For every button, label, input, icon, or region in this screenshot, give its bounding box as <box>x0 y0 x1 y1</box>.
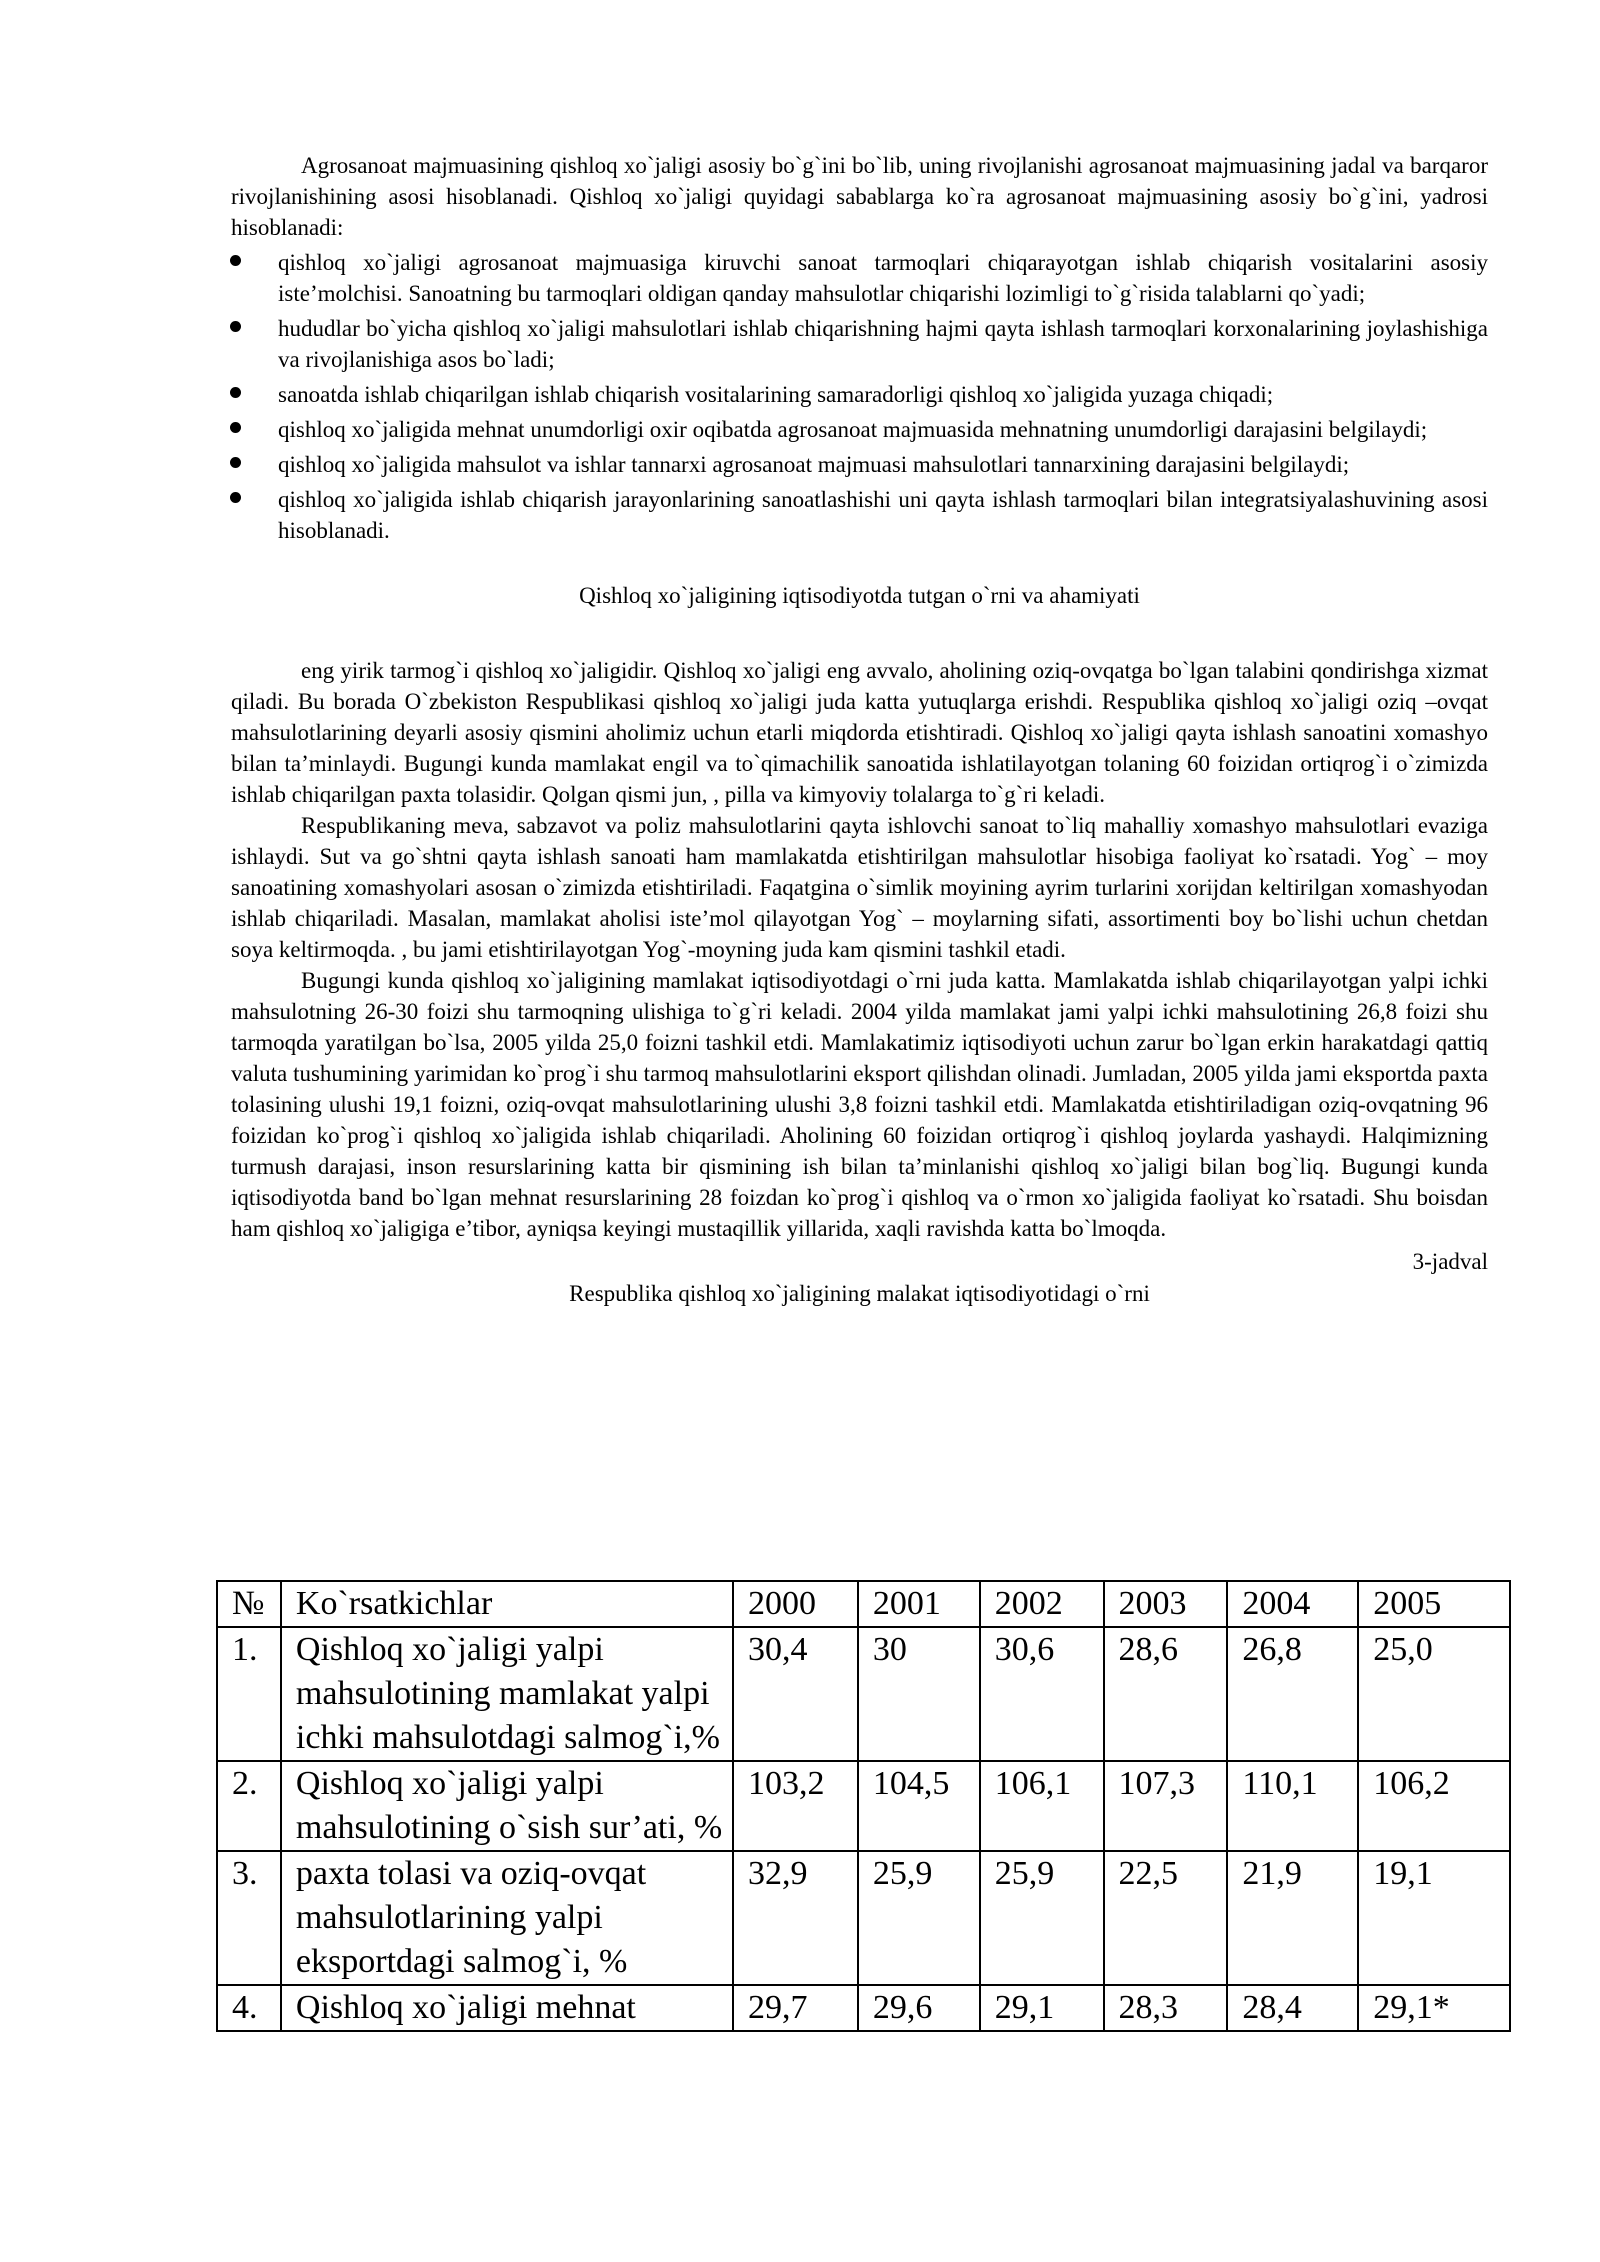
table-row <box>217 1851 1510 1985</box>
table-cell: 3. <box>217 1851 281 1985</box>
list-item: sanoatda ishlab chiqarilgan ishlab chiqarish vositalarining samaradorligi qishloq xo`jaligida yuzaga chiqadi; <box>231 379 1488 410</box>
body-paragraph: Bugungi kunda qishloq xo`jaligining mamlakat iqtisodiyotdagi o`rni juda katta. Mamlakatda ishlab chiqarilayotgan yalpi ichki mahsulotning 26-30 foizi shu tarmoqning ulishiga to`g`ri keladi. 2004 yilda mamlakat jami yalpi ichki mahsulotining 26,8 foizi shu tarmoqda yaratilgan bo`lsa, 2005 yilda 25,0 foizni tashkil etdi. Mamlakatimiz iqtisodiyoti uchun zarur bo`lgan erkin harakatdagi qattiq valuta tushumining yarimidan ko`prog`i shu tarmoq mahsulotlarini eksport qilishdan olinadi. Jumladan, 2005 yilda jami eksportda paxta tolasining ulushi 19,1 foizni, oziq-ovqat mahsulotlarining ulushi 3,8 foizni tashkil etdi. Mamlakatda etishtiriladigan oziq-ovqatning 96 foizidan ko`prog`i qishloq xo`jaligida ishlab chiqariladi. Aholining 60 foizidan ortiqrog`i qishloq joylarda yashaydi. Halqimizning turmush darajasi, inson resurslarining katta bir qismining ish bilan ta’minlanishi qishloq xo`jaligi bilan bog`liq. Bugungi kunda iqtisodiyotda band bo`lgan mehnat resurslarining 28 foizdan ko`prog`i qishloq va o`rmon xo`jaligida faoliyat ko`rsatadi. Shu boisdan ham qishloq xo`jaligiga e’tibor, ayniqsa keyingi mustaqillik yillarida, xaqli ravishda katta bo`lmoqda. <box>231 968 1488 1241</box>
document-body <box>231 150 1488 1308</box>
bullet-icon <box>230 321 241 332</box>
header-cell: 2003 <box>1104 1581 1228 1627</box>
table-cell: paxta tolasi va oziq-ovqat mahsulotlarining yalpi eksportdagi salmog`i, % <box>281 1851 733 1985</box>
indicators-table <box>216 1580 1511 2032</box>
table-cell: 30,6 <box>980 1627 1104 1761</box>
table-cell: 29,6 <box>858 1985 980 2031</box>
header-cell: 2005 <box>1358 1581 1510 1627</box>
list-item: qishloq xo`jaligida mehnat unumdorligi oxir oqibatda agrosanoat majmuasida mehnatning unumdorligi darajasini belgilaydi; <box>231 414 1488 445</box>
list-item: qishloq xo`jaligida ishlab chiqarish jarayonlarining sanoatlashishi uni qayta ishlash tarmoqlari bilan integratsiyalashuvining asosi hisoblanadi. <box>231 484 1488 546</box>
header-cell: 2001 <box>858 1581 980 1627</box>
header-cell: 2004 <box>1227 1581 1358 1627</box>
intro-paragraph: Agrosanoat majmuasining qishloq xo`jaligi asosiy bo`g`ini bo`lib, uning rivojlanishi agrosanoat majmuasining jadal va barqaror rivojlanishining asosi hisoblanadi. Qishloq xo`jaligi quyidagi sabablarga ko`ra agrosanoat majmuasining asosiy bo`g`ini, yadrosi hisoblanadi: <box>231 153 1488 240</box>
list-item: qishloq xo`jaligi agrosanoat majmuasiga kiruvchi sanoat tarmoqlari chiqarayotgan ishlab chiqarish vositalarini asosiy iste’molchisi. Sanoatning bu tarmoqlari oldigan qanday mahsulotlar chiqarishi lozimligi to`g`risida talablarni qo`yadi; <box>231 247 1488 309</box>
body-paragraph: Respublikaning meva, sabzavot va poliz mahsulotlarini qayta ishlovchi sanoat to`liq mahalliy xomashyo mahsulotlari evaziga ishlaydi. Sut va go`shtni qayta ishlash sanoati ham mamlakatda etishtirilgan mahsulotlar hisobiga faoliyat ko`rsatadi. Yog` – moy sanoatining xomashyolari asosan o`zimizda etishtiriladi. Faqatgina o`simlik moyining ayrim turlarini xorijdan keltirilgan xomashyodan ishlab chiqariladi. Masalan, mamlakat aholisi iste’mol qilayotgan Yog` – moylarning sifati, assortimenti boy bo`lishi uchun chetdan soya keltirmoqda. , bu jami etishtirilayotgan Yog`-moyning juda kam qismini tashkil etadi. <box>231 813 1488 962</box>
table-cell: 107,3 <box>1104 1761 1228 1851</box>
bullet-icon <box>230 422 241 433</box>
table-cell: Qishloq xo`jaligi mehnat <box>281 1985 733 2031</box>
table-cell: 106,2 <box>1358 1761 1510 1851</box>
bullet-icon <box>230 457 241 468</box>
table-cell: 22,5 <box>1104 1851 1228 1985</box>
header-cell: № <box>217 1581 281 1627</box>
table-cell: 30,4 <box>733 1627 858 1761</box>
table-cell: Qishloq xo`jaligi yalpi mahsulotining mamlakat yalpi ichki mahsulotdagi salmog`i,% <box>281 1627 733 1761</box>
bullet-icon <box>230 387 241 398</box>
table-caption: Respublika qishloq xo`jaligining malakat iqtisodiyotidagi o`rni <box>569 1281 1150 1306</box>
table-cell: 25,9 <box>858 1851 980 1985</box>
table-cell: 32,9 <box>733 1851 858 1985</box>
table-cell: 29,1 <box>980 1985 1104 2031</box>
table-cell: 19,1 <box>1358 1851 1510 1985</box>
list-item: qishloq xo`jaligida mahsulot va ishlar tannarxi agrosanoat majmuasi mahsulotlari tannarxining darajasini belgilaydi; <box>231 449 1488 480</box>
table-header-row <box>217 1581 1510 1627</box>
body-paragraph: eng yirik tarmog`i qishloq xo`jaligidir. Qishloq xo`jaligi eng avvalo, aholining oziq-ovqatga bo`lgan talabini qondirishga xizmat qiladi. Bu borada O`zbekiston Respublikasi qishloq xo`jaligi juda katta yutuqlarga erishdi. Respublika qishloq xo`jaligi oziq –ovqat mahsulotlarining deyarli asosiy qismini aholimiz uchun etarli miqdorda etishtiradi. Qishloq xo`jaligi qayta ishlash sanoatini xomashyo bilan ta’minlaydi. Bugungi kunda mamlakat engil va to`qimachilik sanoatida ishlatilayotgan tolaning 60 foizidan ortiqrog`i o`zimizda ishlab chiqarilgan paxta tolasidir. Qolgan qismi jun, , pilla va kimyoviy tolalarga to`g`ri keladi. <box>231 658 1488 807</box>
table-cell: 110,1 <box>1227 1761 1358 1851</box>
header-cell: 2002 <box>980 1581 1104 1627</box>
table-cell: 28,3 <box>1104 1985 1228 2031</box>
table-cell: 1. <box>217 1627 281 1761</box>
table-cell: 26,8 <box>1227 1627 1358 1761</box>
table-cell: 30 <box>858 1627 980 1761</box>
header-cell: Ko`rsatkichlar <box>281 1581 733 1627</box>
table-cell: 2. <box>217 1761 281 1851</box>
section-heading: Qishloq xo`jaligining iqtisodiyotda tutgan o`rni va ahamiyati <box>579 583 1140 608</box>
table-cell: 103,2 <box>733 1761 858 1851</box>
table-row <box>217 1761 1510 1851</box>
header-cell: 2000 <box>733 1581 858 1627</box>
table-cell: 29,7 <box>733 1985 858 2031</box>
table-row <box>217 1985 1510 2031</box>
table-cell: 25,9 <box>980 1851 1104 1985</box>
reasons-list <box>231 247 1488 546</box>
bullet-icon <box>230 492 241 503</box>
table-cell: 104,5 <box>858 1761 980 1851</box>
bullet-icon <box>230 255 241 266</box>
table-cell: 21,9 <box>1227 1851 1358 1985</box>
table-cell: 4. <box>217 1985 281 2031</box>
table-cell: 28,6 <box>1104 1627 1228 1761</box>
table-cell: 25,0 <box>1358 1627 1510 1761</box>
table-number-label: 3-jadval <box>1412 1249 1488 1274</box>
table-row <box>217 1627 1510 1761</box>
table-cell: 28,4 <box>1227 1985 1358 2031</box>
table-cell: 29,1* <box>1358 1985 1510 2031</box>
list-item: hududlar bo`yicha qishloq xo`jaligi mahsulotlari ishlab chiqarishning hajmi qayta ishlash tarmoqlari korxonalarining joylashishiga va rivojlanishiga asos bo`ladi; <box>231 313 1488 375</box>
table-cell: 106,1 <box>980 1761 1104 1851</box>
table-cell: Qishloq xo`jaligi yalpi mahsulotining o`sish sur’ati, % <box>281 1761 733 1851</box>
